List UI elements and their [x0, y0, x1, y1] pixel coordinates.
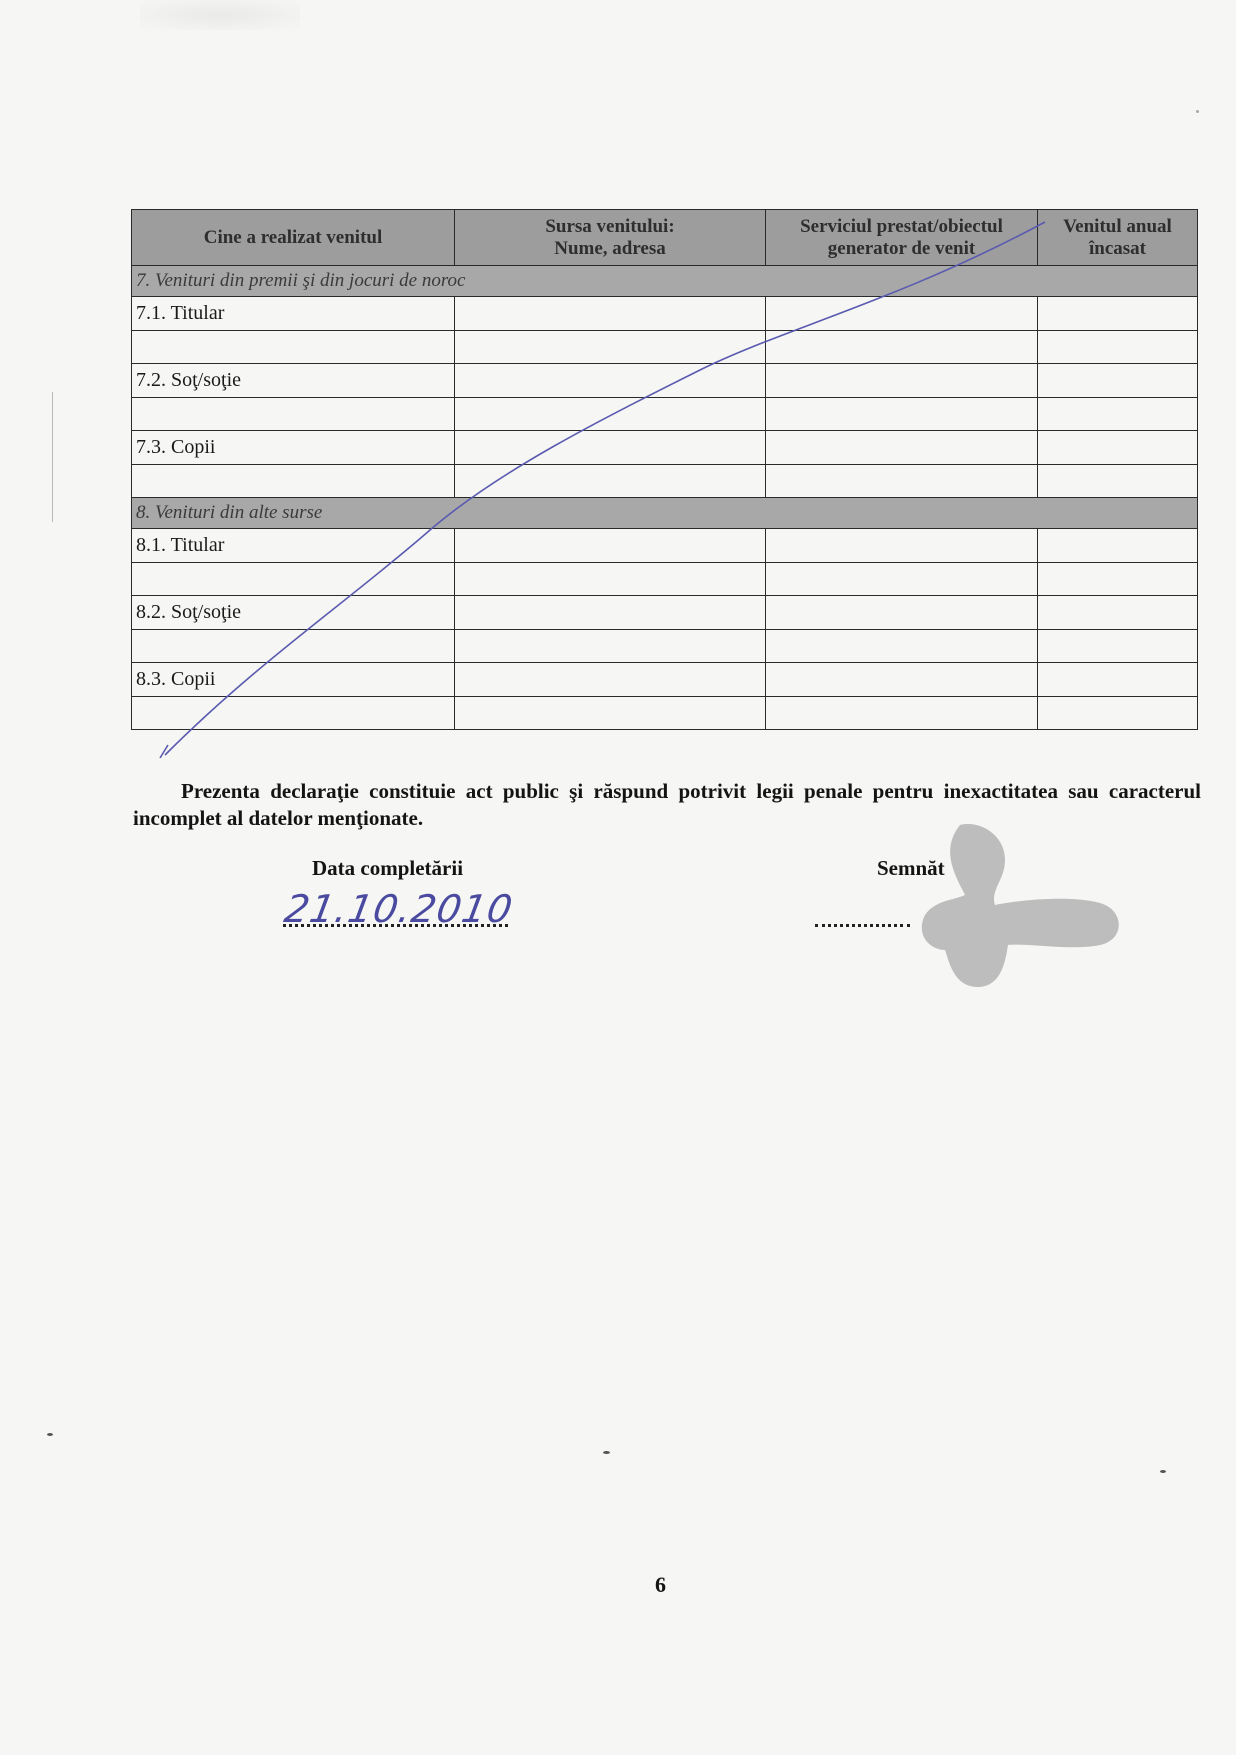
table-cell — [455, 398, 766, 431]
table-row — [132, 529, 1198, 563]
table-cell — [455, 529, 766, 563]
table-cell — [1038, 398, 1198, 431]
row-label: 7.1. Titular — [132, 297, 455, 331]
table-cell — [455, 364, 766, 398]
table-row — [132, 630, 1198, 663]
table-cell — [1038, 563, 1198, 596]
row-label: 8.2. Soţ/soţie — [132, 596, 455, 630]
table-cell — [132, 331, 455, 364]
header-source-line1: Sursa venitului: — [545, 215, 675, 237]
table-row — [132, 563, 1198, 596]
table-cell — [455, 297, 766, 331]
table-cell — [766, 529, 1038, 563]
scan-edge-line — [52, 392, 53, 522]
table-cell — [766, 364, 1038, 398]
table-cell — [132, 465, 455, 498]
table-cell — [455, 630, 766, 663]
signature-dotted-line — [815, 908, 910, 927]
table-cell — [455, 431, 766, 465]
table-cell — [766, 331, 1038, 364]
signature-label: Semnăt — [877, 856, 945, 880]
scan-speck — [1160, 1470, 1166, 1473]
section-row-7 — [132, 266, 1198, 297]
table-cell — [132, 398, 455, 431]
section-title-8: 8. Venituri din alte surse — [132, 498, 1198, 529]
signature-redaction — [920, 815, 1130, 990]
header-service-line2: generator de venit — [827, 237, 976, 259]
table-cell — [1038, 297, 1198, 331]
row-label: 7.2. Soţ/soţie — [132, 364, 455, 398]
table-cell — [1038, 331, 1198, 364]
table-cell — [1038, 465, 1198, 498]
row-label: 8.3. Copii — [132, 663, 455, 697]
table-cell — [766, 697, 1038, 730]
header-service-line1: Serviciul prestat/obiectul — [800, 215, 1003, 237]
table-cell — [455, 697, 766, 730]
section-row-8 — [132, 498, 1198, 529]
table-row — [132, 364, 1198, 398]
table-row — [132, 297, 1198, 331]
scan-speck — [47, 1433, 53, 1436]
scan-speck — [1196, 110, 1199, 113]
table-cell — [1038, 663, 1198, 697]
table-cell — [1038, 529, 1198, 563]
table-row — [132, 398, 1198, 431]
header-income-line1: Venitul anual — [1063, 215, 1172, 237]
table-cell — [1038, 697, 1198, 730]
table-cell — [1038, 596, 1198, 630]
table-cell — [766, 630, 1038, 663]
table-cell — [132, 630, 455, 663]
table-cell — [766, 465, 1038, 498]
date-value: 21.10.2010 — [281, 887, 517, 931]
header-income-line2: încasat — [1089, 237, 1146, 259]
declaration-text: Prezenta declaraţie constituie act public şi răspund potrivit legii penale pentru inexactitatea sau caracterul incomplet al datelor menţionate. — [133, 779, 1201, 830]
table-row — [132, 465, 1198, 498]
table-row — [132, 663, 1198, 697]
scan-speck — [603, 1451, 610, 1454]
redaction-blob — [922, 824, 1119, 987]
table-cell — [766, 596, 1038, 630]
table-header-row — [132, 210, 1198, 266]
row-label: 7.3. Copii — [132, 431, 455, 465]
table-row — [132, 697, 1198, 730]
table-cell — [766, 663, 1038, 697]
table-cell — [132, 697, 455, 730]
table-row — [132, 431, 1198, 465]
table-cell — [766, 563, 1038, 596]
header-source-line2: Nume, adresa — [554, 237, 666, 259]
table-cell — [455, 663, 766, 697]
header-who-label: Cine a realizat venitul — [203, 226, 383, 248]
header-source — [455, 210, 766, 266]
scan-artifact — [140, 0, 300, 30]
row-label: 8.1. Titular — [132, 529, 455, 563]
section-title-7: 7. Venituri din premii şi din jocuri de noroc — [132, 266, 1198, 297]
table-cell — [455, 596, 766, 630]
table-cell — [455, 465, 766, 498]
table-cell — [455, 331, 766, 364]
table-cell — [132, 563, 455, 596]
income-table — [131, 209, 1198, 730]
table-cell — [1038, 630, 1198, 663]
table-cell — [766, 398, 1038, 431]
page-number: 6 — [655, 1572, 666, 1597]
table-cell — [766, 431, 1038, 465]
header-income — [1038, 210, 1198, 266]
strike-tail — [160, 745, 168, 758]
table-cell — [455, 563, 766, 596]
date-label: Data completării — [312, 856, 464, 880]
table-row — [132, 331, 1198, 364]
header-service — [766, 210, 1038, 266]
table-cell — [1038, 364, 1198, 398]
table-cell — [766, 297, 1038, 331]
table-cell — [1038, 431, 1198, 465]
table-row — [132, 596, 1198, 630]
header-who — [132, 210, 455, 266]
